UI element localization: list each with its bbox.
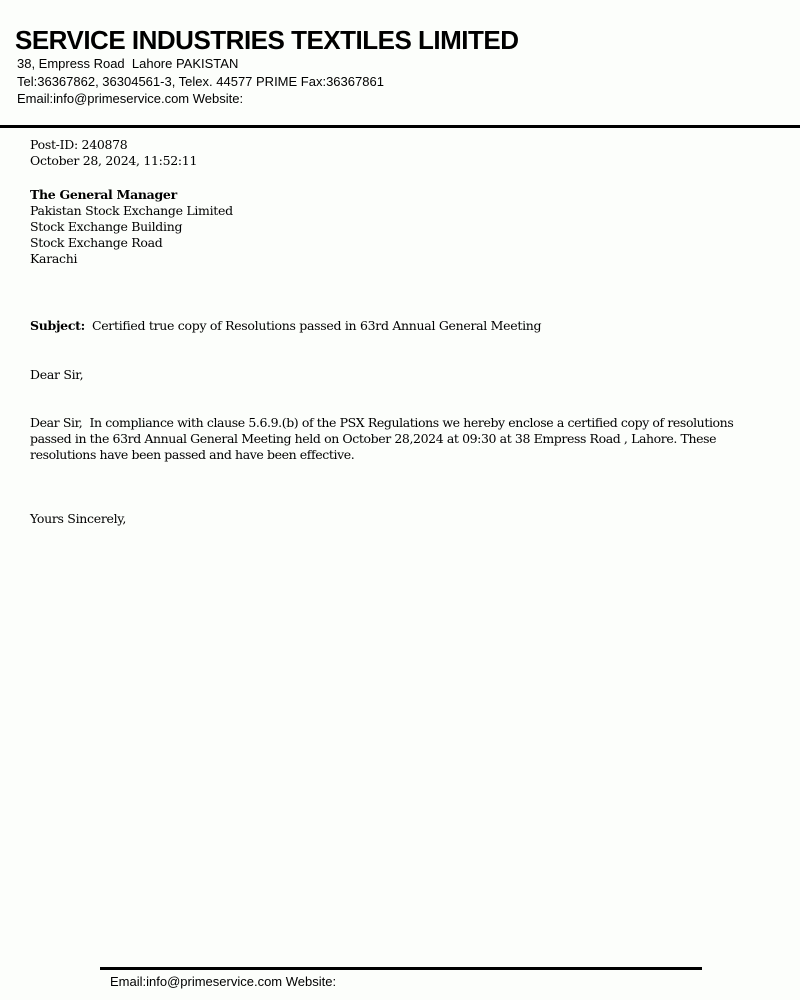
body-line: passed in the 63rd Annual General Meeting held on October 28,2024 at 09:30 at 38 Empress Road , Lahore. These (30, 431, 717, 446)
body-line: resolutions have been passed and have been effective. (30, 447, 355, 462)
subject-text: Certified true copy of Resolutions passed in 63rd Annual General Meeting (91, 318, 542, 333)
post-datetime: October 28, 2024, 11:52:11 (30, 153, 198, 168)
body-line: Dear Sir, In compliance with clause 5.6.9.(b) of the PSX Regulations we hereby enclose a certified copy of resolutions (30, 415, 734, 430)
subject-line (30, 318, 541, 333)
company-email-line: Email:info@primeservice.com Website: (17, 91, 244, 106)
company-address-line: 38, Empress Road Lahore PAKISTAN (17, 56, 239, 71)
company-name: SERVICE INDUSTRIES TEXTILES LIMITED (15, 25, 519, 55)
letter-body (30, 415, 733, 463)
post-meta-block (30, 137, 197, 169)
recipient-line: Pakistan Stock Exchange Limited (30, 203, 233, 218)
letterhead-contact-block (17, 55, 384, 108)
subject-label: Subject: (30, 318, 85, 333)
recipient-address-block (30, 187, 233, 267)
recipient-line: Karachi (30, 251, 78, 266)
recipient-line: Stock Exchange Road (30, 235, 163, 250)
recipient-title: The General Manager (30, 187, 177, 202)
footer-email-line: Email:info@primeservice.com Website: (110, 974, 337, 989)
company-phone-line: Tel:36367862, 36304561-3, Telex. 44577 PRIME Fax:36367861 (17, 73, 384, 89)
post-id: Post-ID: 240878 (30, 137, 128, 152)
salutation: Dear Sir, (30, 367, 84, 382)
footer-divider (100, 967, 702, 970)
header-divider (0, 125, 800, 128)
recipient-line: Stock Exchange Building (30, 219, 183, 234)
closing: Yours Sincerely, (30, 511, 127, 526)
